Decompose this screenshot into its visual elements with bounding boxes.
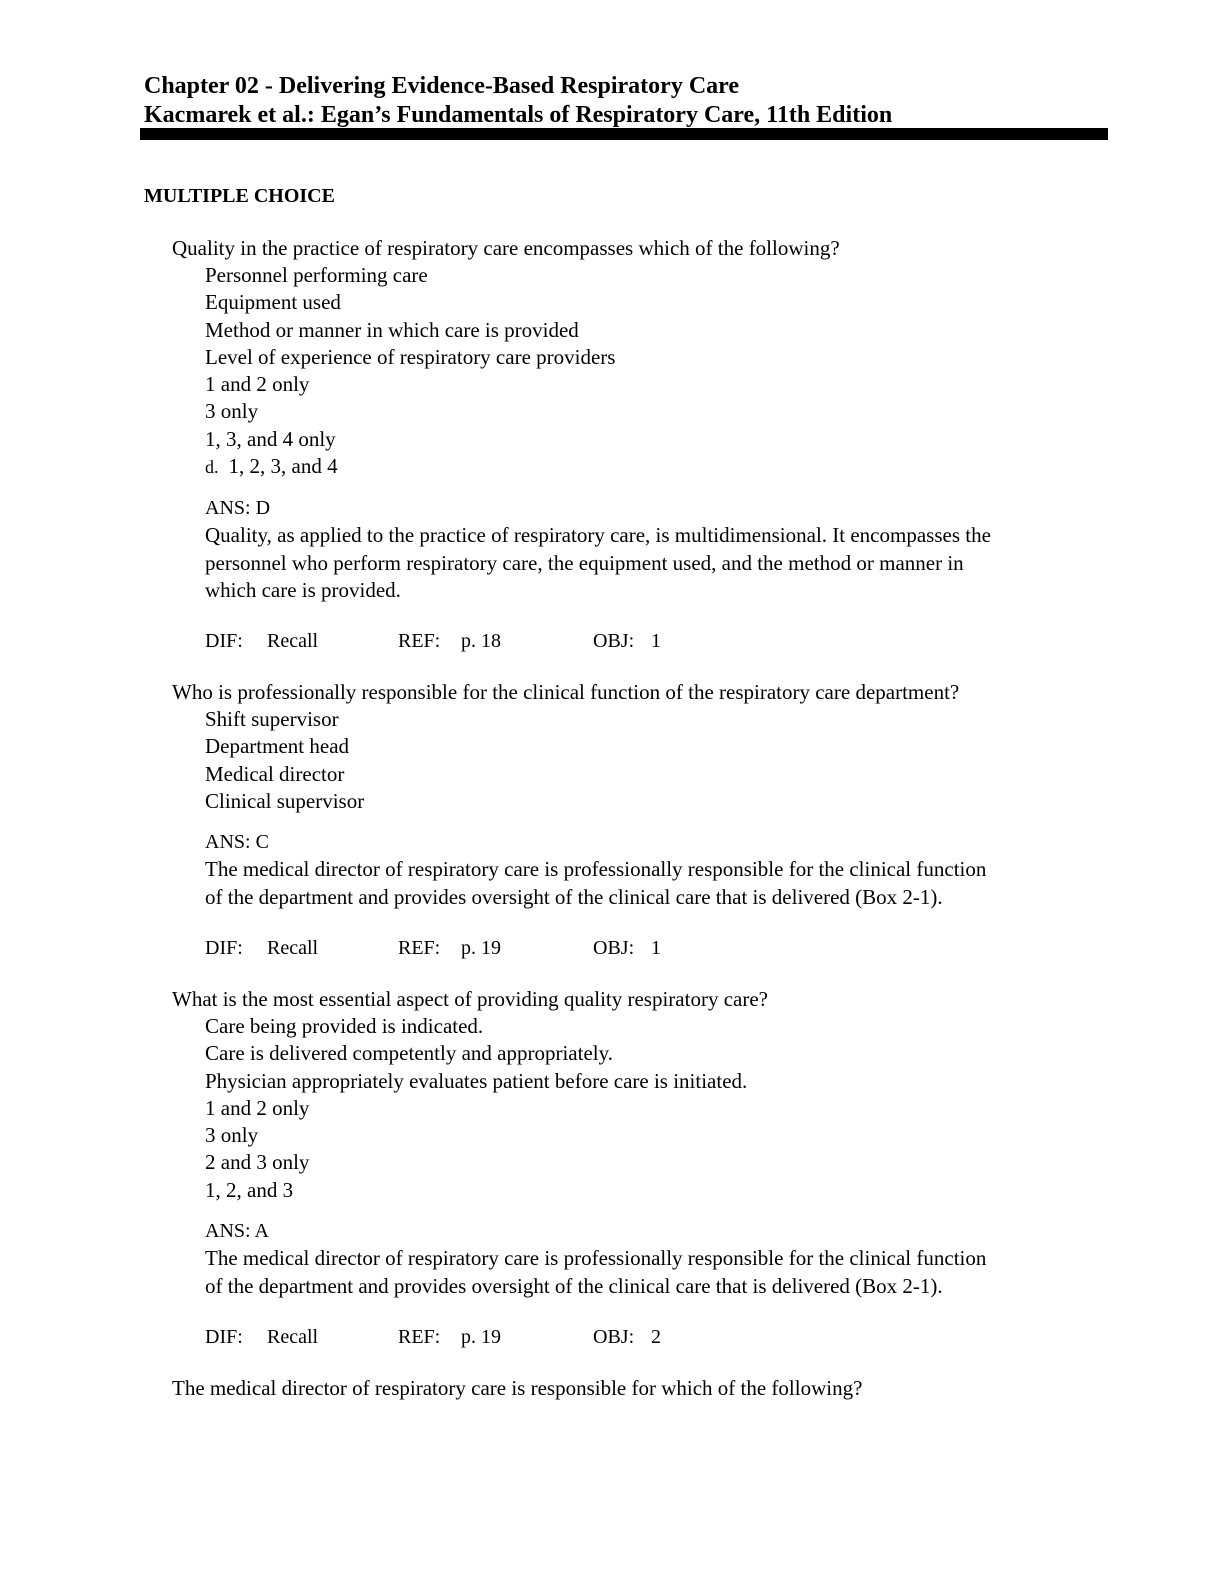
question-2-answer — [205, 829, 986, 911]
ref-value: p. 18 — [461, 630, 501, 652]
header-rule — [140, 128, 1108, 140]
option: Physician appropriately evaluates patient before care is initiated. — [205, 1068, 748, 1093]
rationale-line: The medical director of respiratory care is professionally responsible for the clinical function — [205, 857, 987, 881]
option: Care being provided is indicated. — [205, 1014, 484, 1038]
option: 1, 3, and 4 only — [205, 426, 336, 451]
option: Clinical supervisor — [205, 788, 365, 813]
obj-value: 1 — [651, 937, 661, 959]
dif-value: Recall — [267, 630, 319, 652]
dif-value: Recall — [267, 937, 319, 959]
ref-label: REF: — [398, 937, 441, 959]
answer-key: ANS: A — [205, 1220, 269, 1242]
option: Personnel performing care — [205, 263, 428, 287]
option-letter: d. — [205, 457, 219, 478]
question-4-stem: The medical director of respiratory care is responsible for which of the following? — [172, 1376, 863, 1400]
obj-label: OBJ: — [593, 1326, 635, 1348]
option-text: 1, 2, 3, and 4 — [228, 454, 338, 479]
rationale-line: of the department and provides oversight of the clinical care that is delivered (Box 2-1). — [205, 1273, 943, 1298]
option: 3 only — [205, 399, 259, 424]
option: 3 only — [205, 1123, 259, 1148]
chapter-title: Chapter 02 - Delivering Evidence-Based Respiratory Care — [144, 73, 740, 99]
option: Equipment used — [205, 290, 341, 315]
option: 2 and 3 only — [205, 1150, 310, 1175]
dif-label: DIF: — [205, 937, 243, 959]
option: 1, 2, and 3 — [205, 1177, 294, 1202]
question-1-stem: Quality in the practice of respiratory care encompasses which of the following? — [172, 236, 840, 260]
rationale-line: which care is provided. — [205, 578, 401, 603]
obj-value: 1 — [651, 630, 661, 652]
question-3-options — [205, 1013, 747, 1204]
option: Medical director — [205, 761, 345, 786]
answer-key: ANS: D — [205, 497, 271, 519]
section-heading: MULTIPLE CHOICE — [144, 185, 335, 207]
obj-label: OBJ: — [593, 937, 635, 959]
ref-label: REF: — [398, 1326, 441, 1348]
option: Level of experience of respiratory care providers — [205, 344, 616, 369]
question-3-answer — [205, 1218, 986, 1300]
rationale-line: Quality, as applied to the practice of respiratory care, is multidimensional. It encompasses the — [205, 523, 991, 547]
question-2-stem: Who is professionally responsible for the clinical function of the respiratory care department? — [172, 680, 960, 704]
option: 1 and 2 only — [205, 1095, 310, 1120]
option: 1 and 2 only — [205, 372, 310, 397]
option: Method or manner in which care is provided — [205, 317, 579, 342]
dif-value: Recall — [267, 1326, 319, 1348]
question-2-options — [205, 706, 364, 815]
ref-value: p. 19 — [461, 1326, 501, 1348]
question-1-answer — [205, 495, 991, 605]
option: Care is delivered competently and appropriately. — [205, 1041, 613, 1066]
dif-label: DIF: — [205, 630, 243, 652]
option: Department head — [205, 734, 350, 759]
document-header — [144, 72, 1108, 130]
obj-label: OBJ: — [593, 630, 635, 652]
ref-label: REF: — [398, 630, 441, 652]
question-1-options — [205, 262, 615, 481]
ref-value: p. 19 — [461, 937, 501, 959]
option: Shift supervisor — [205, 707, 339, 731]
book-citation: Kacmarek et al.: Egan’s Fundamentals of Respiratory Care, 11th Edition — [144, 102, 893, 128]
option — [205, 453, 615, 481]
rationale-line: The medical director of respiratory care is professionally responsible for the clinical function — [205, 1246, 987, 1270]
rationale-line: personnel who perform respiratory care, the equipment used, and the method or manner in — [205, 550, 964, 575]
rationale-line: of the department and provides oversight of the clinical care that is delivered (Box 2-1). — [205, 884, 943, 909]
answer-key: ANS: C — [205, 831, 269, 853]
dif-label: DIF: — [205, 1326, 243, 1348]
obj-value: 2 — [651, 1326, 661, 1348]
question-3-stem: What is the most essential aspect of providing quality respiratory care? — [172, 987, 768, 1011]
